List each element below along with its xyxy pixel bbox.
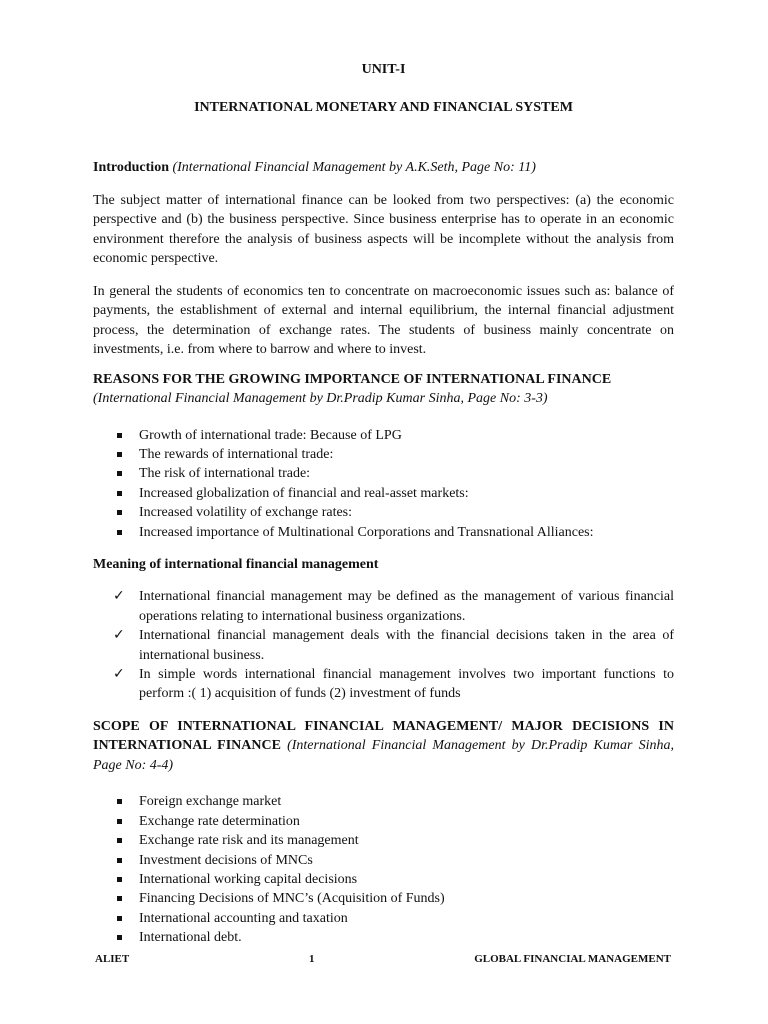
- list-item: [93, 889, 674, 908]
- list-item: [93, 928, 674, 947]
- list-item-text: International debt.: [139, 930, 242, 946]
- footer-right: GLOBAL FINANCIAL MANAGEMENT: [474, 953, 671, 965]
- list-item-text: International financial management deals with the financial decisions taken in the area of international business.: [139, 628, 674, 663]
- list-item: [93, 484, 674, 503]
- list-item: [93, 464, 674, 483]
- list-item-text: International working capital decisions: [139, 872, 358, 887]
- list-item-text: The rewards of international trade:: [139, 446, 334, 462]
- list-item-text: Investment decisions of MNCs: [139, 852, 313, 868]
- list-item: [93, 426, 674, 445]
- list-item-text: Exchange rate risk and its management: [139, 833, 359, 849]
- checkmark-icon: ✓: [113, 588, 125, 605]
- page-footer: [95, 953, 671, 965]
- checkmark-icon: ✓: [113, 627, 125, 644]
- reasons-source: (International Financial Management by Dr.Pradip Kumar Sinha, Page No: 3-3): [93, 391, 548, 406]
- list-item-text: Increased volatility of exchange rates:: [139, 505, 353, 521]
- list-item: [93, 665, 674, 704]
- list-item: [93, 587, 674, 626]
- intro-line: [93, 158, 674, 178]
- reasons-heading: REASONS FOR THE GROWING IMPORTANCE OF INTERNATIONAL FINANCE: [93, 371, 612, 387]
- footer-left: ALIET: [95, 953, 130, 965]
- scope-source: (International Financial Management by Dr.Pradip Kumar Sinha, Page No: 4-4): [93, 738, 674, 773]
- page-number: 1: [309, 953, 315, 965]
- list-item: [93, 523, 674, 542]
- list-item-text: Foreign exchange market: [139, 794, 282, 810]
- list-item: [93, 851, 674, 870]
- list-item: [93, 812, 674, 831]
- list-item-text: In simple words international financial management involves two important functions to perform :( 1) acquisition of funds (2) investment of funds: [139, 667, 674, 702]
- page-content: [93, 58, 674, 948]
- meaning-list: [93, 587, 674, 703]
- unit-label: UNIT-I: [361, 62, 406, 77]
- list-item-text: International financial management may be defined as the management of various financial operations relating to international business organizations.: [139, 589, 674, 624]
- intro-source: (International Financial Management by A.K.Seth, Page No: 11): [172, 160, 536, 175]
- list-item: [93, 831, 674, 850]
- list-item: [93, 503, 674, 522]
- list-item-text: Financing Decisions of MNC’s (Acquisition of Funds): [139, 891, 445, 907]
- page-title: INTERNATIONAL MONETARY AND FINANCIAL SYSTEM: [194, 100, 573, 115]
- list-item: [93, 792, 674, 811]
- list-item-text: International accounting and taxation: [139, 910, 348, 926]
- reasons-section: [93, 370, 674, 409]
- scope-heading-line: [93, 717, 674, 776]
- paragraph-1: The subject matter of international finance can be looked from two perspectives: (a) the economic perspective and (b) the business perspective. Since business enterprise has to operate in an economic environment therefore the analysis of business aspects will be incomplete without the analysis from economic perspective.: [93, 192, 674, 266]
- checkmark-icon: ✓: [113, 666, 125, 683]
- list-item-text: Growth of international trade: Because of LPG: [139, 427, 402, 443]
- paragraph-2: In general the students of economics ten to concentrate on macroeconomic issues such as: balance of payments, the establishment of external and internal equilibrium, the internal financial adjustment process, the determination of exchange rates. The students of business mainly concentrate on investments, i.e. from where to barrow and where to invest.: [93, 283, 674, 357]
- list-item: [93, 870, 674, 889]
- intro-label: Introduction: [93, 160, 169, 175]
- list-item: [93, 445, 674, 464]
- scope-heading: SCOPE OF INTERNATIONAL FINANCIAL MANAGEMENT/ MAJOR DECISIONS IN INTERNATIONAL FINANCE: [93, 718, 674, 754]
- meaning-heading: Meaning of international financial management: [93, 556, 379, 572]
- list-item-text: Increased importance of Multinational Corporations and Transnational Alliances:: [139, 524, 594, 540]
- scope-list: [93, 792, 674, 947]
- list-item: [93, 626, 674, 665]
- list-item-text: The risk of international trade:: [139, 466, 311, 482]
- list-item: [93, 909, 674, 928]
- list-item-text: Exchange rate determination: [139, 813, 300, 829]
- list-item-text: Increased globalization of financial and real-asset markets:: [139, 485, 469, 501]
- reasons-list: [93, 426, 674, 542]
